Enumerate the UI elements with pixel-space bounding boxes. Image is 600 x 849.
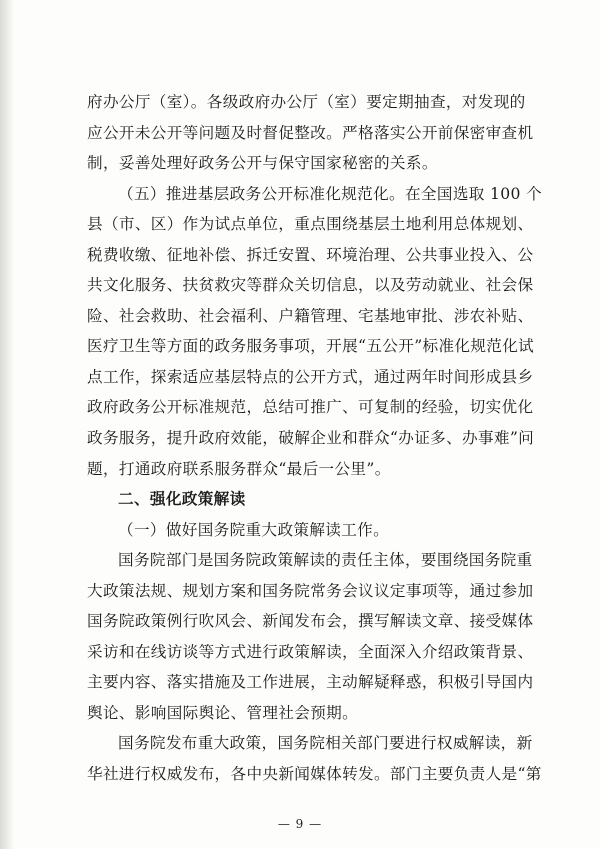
text-line: 医疗卫生等方面的政务服务事项，开展“五公开”标准化规范化试 xyxy=(87,337,535,355)
text-line: 点工作，探索适应基层特点的公开方式，通过两年时间形成县乡 xyxy=(87,368,534,386)
text-line: 应公开未公开等问题及时督促整改。严格落实公开前保密审查机 xyxy=(87,124,534,142)
text-line: 险、社会救助、社会福利、户籍管理、宅基地审批、涉农补贴、 xyxy=(87,307,534,325)
text-line: 华社进行权威发布，各中央新闻媒体转发。部门主要负责人是“第 xyxy=(87,765,542,783)
section-heading: 二、强化政策解读 xyxy=(118,489,246,508)
text-line: 政府政务公开标准规范，总结可推广、可复制的经验，切实优化 xyxy=(87,398,534,416)
page-number: — 9 — xyxy=(277,817,323,831)
text-line: 政务服务，提升政府效能，破解企业和群众“办证多、办事难”问 xyxy=(87,429,535,447)
text-line: 题，打通政府联系服务群众“最后一公里”。 xyxy=(87,460,391,478)
text-line: 府办公厅（室）。各级政府办公厅（室）要定期抽查，对发现的 xyxy=(87,93,526,111)
text-line: 国务院发布重大政策，国务院相关部门要进行权威解读，新 xyxy=(118,734,533,752)
text-line: 大政策法规、规划方案和国务院常务会议议定事项等，通过参加 xyxy=(87,582,534,600)
text-line: 主要内容、落实措施及工作进展，主动解疑释惑，积极引导国内 xyxy=(87,673,534,691)
text-line: 采访和在线访谈等方式进行政策解读，全面深入介绍政策背景、 xyxy=(87,643,534,661)
text-line: 国务院部门是国务院政策解读的责任主体，要围绕国务院重 xyxy=(118,551,533,569)
text-line: 制，妥善处理好政务公开与保守国家秘密的关系。 xyxy=(87,154,438,172)
subheading: （一）做好国务院重大政策解读工作。 xyxy=(118,521,390,539)
text-line: 税费收缴、征地补偿、拆迁安置、环境治理、公共事业投入、公 xyxy=(87,246,534,264)
text-line: 县（市、区）作为试点单位，重点围绕基层土地利用总体规划、 xyxy=(87,215,534,233)
scan-shadow-edge xyxy=(0,0,14,849)
text-line: 国务院政策例行吹风会、新闻发布会，撰写解读文章、接受媒体 xyxy=(87,612,534,630)
text-line: （五）推进基层政务公开标准化规范化。在全国选取 100 个 xyxy=(118,185,543,203)
text-line: 舆论、影响国际舆论、管理社会预期。 xyxy=(87,704,359,722)
text-line: 共文化服务、扶贫救灾等群众关切信息，以及劳动就业、社会保 xyxy=(87,276,534,294)
